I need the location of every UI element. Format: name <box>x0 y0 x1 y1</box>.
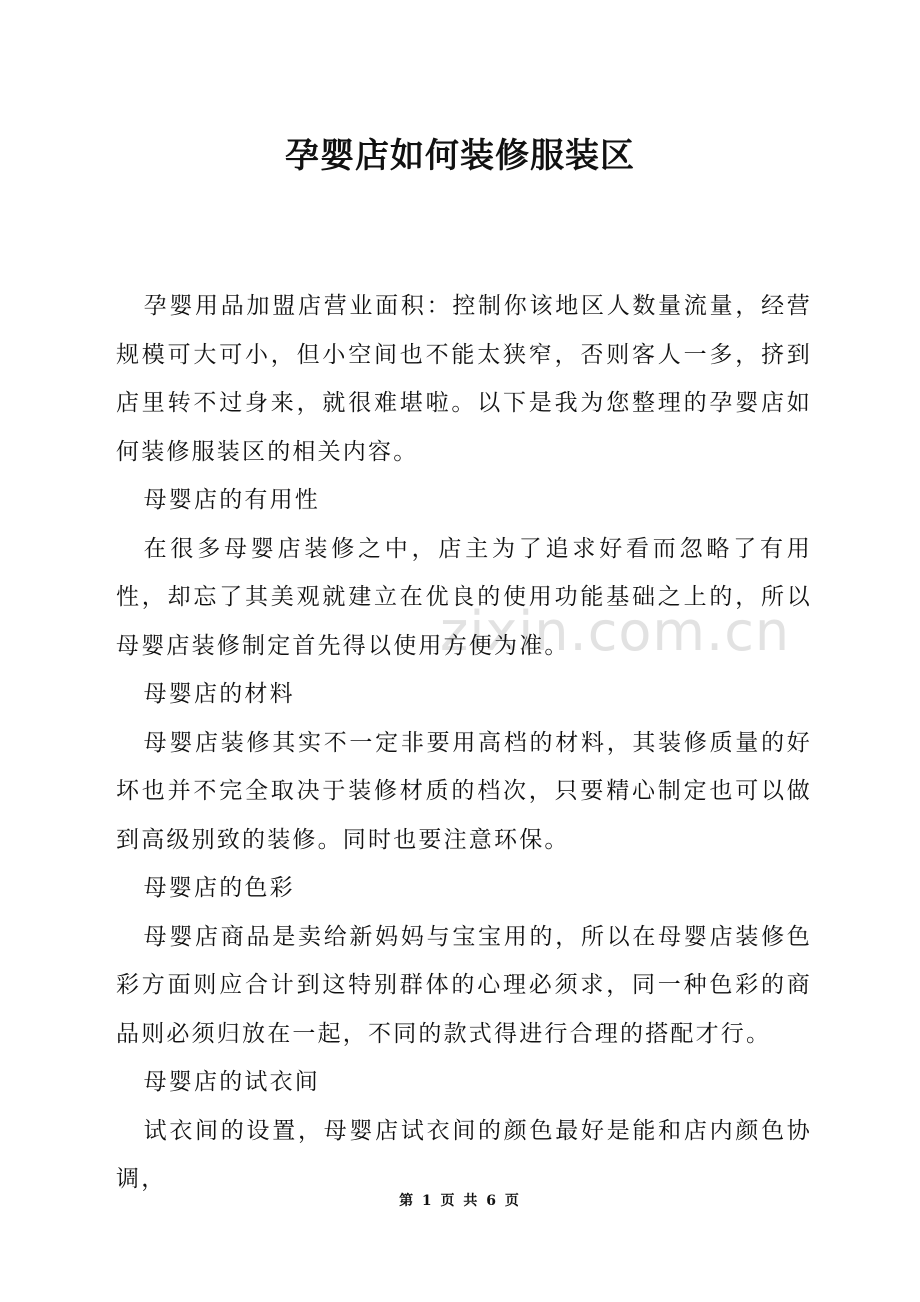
paragraph-usability: 在很多母婴店装修之中，店主为了追求好看而忽略了有用性，却忘了其美观就建立在优良的使用功能基础之上的，所以母婴店装修制定首先得以使用方便为准。 <box>116 535 812 659</box>
section-heading-fitting-room: 母婴店的试衣间 <box>143 1069 320 1095</box>
paragraph-materials: 母婴店装修其实不一定非要用高档的材料，其装修质量的好坏也并不完全取决于装修材质的档次，只要精心制定也可以做到高级别致的装修。同时也要注意环保。 <box>116 729 812 853</box>
document-title: 孕婴店如何装修服装区 <box>285 136 635 176</box>
paragraph-colors: 母婴店商品是卖给新妈妈与宝宝用的，所以在母婴店装修色彩方面则应合计到这特别群体的心理必须求，同一种色彩的商品则必须归放在一起，不同的款式得进行合理的搭配才行。 <box>116 923 812 1047</box>
section-heading-colors: 母婴店的色彩 <box>143 875 295 901</box>
page-number-footer: 第 1 页 共 6 页 <box>399 1193 521 1209</box>
section-heading-materials: 母婴店的材料 <box>143 681 295 707</box>
paragraph-intro: 孕婴用品加盟店营业面积：控制你该地区人数量流量，经营规模可大可小，但小空间也不能太狭窄，否则客人一多，挤到店里转不过身来，就很难堪啦。以下是我为您整理的孕婴店如何装修服装区的相关内容。 <box>116 293 812 465</box>
document-body <box>116 282 812 1204</box>
paragraph-fitting-room: 试衣间的设置，母婴店试衣间的颜色最好是能和店内颜色协调， <box>116 1117 812 1192</box>
section-heading-usability: 母婴店的有用性 <box>143 487 320 513</box>
watermark: zixin.com.cn <box>440 600 791 663</box>
